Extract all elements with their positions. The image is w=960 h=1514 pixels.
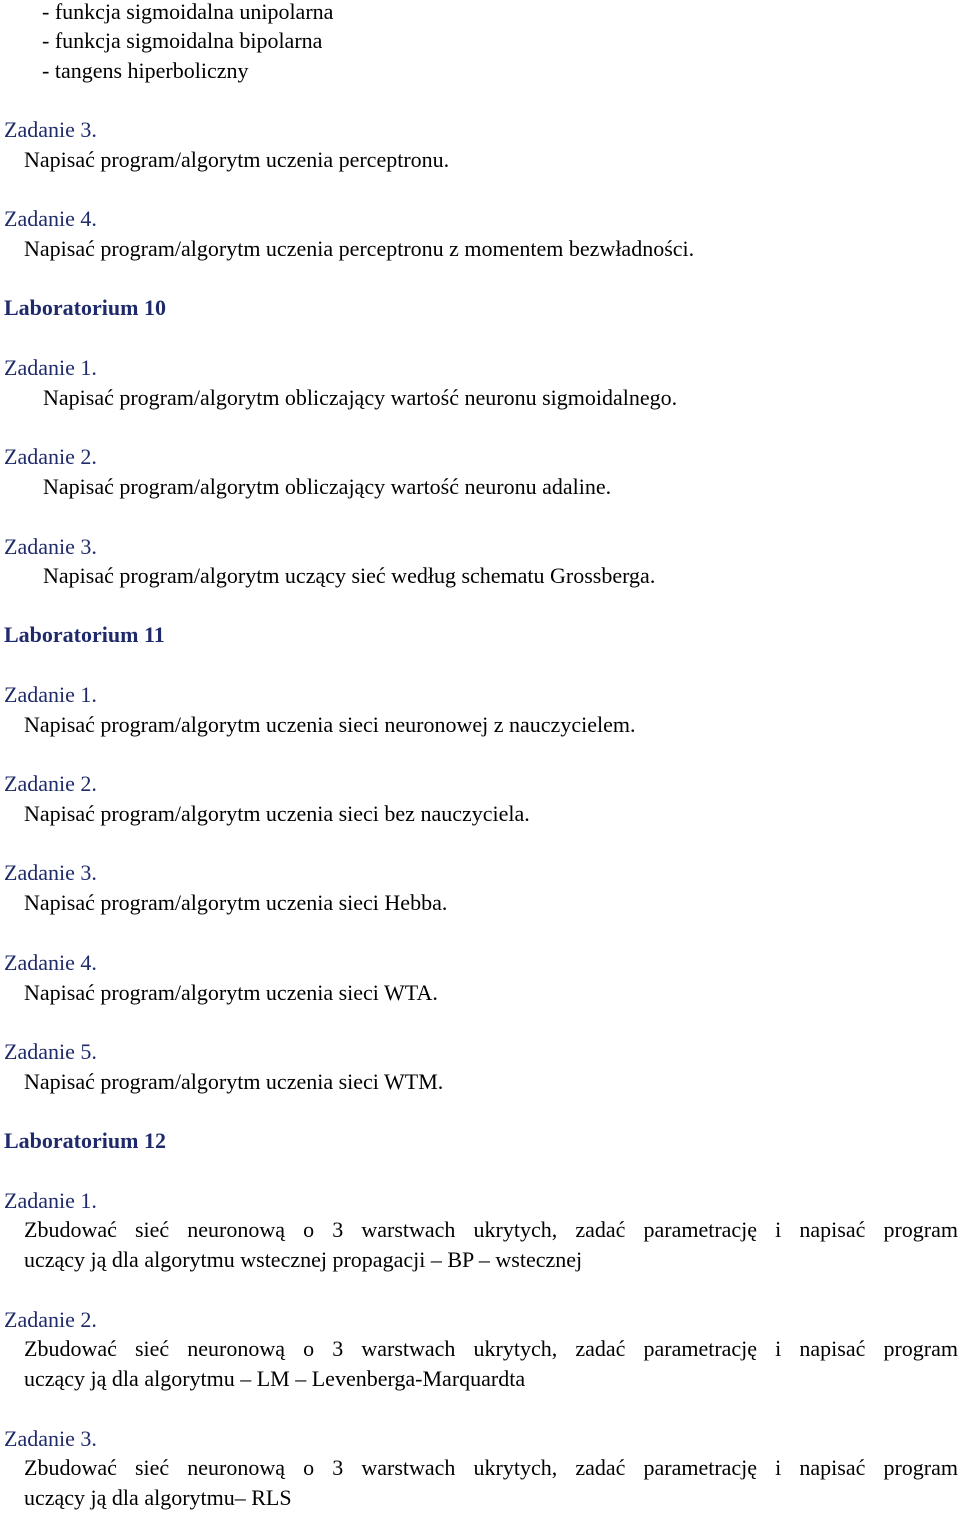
intro-item-bipolar: - funkcja sigmoidalna bipolarna [42, 28, 323, 53]
task-text: Napisać program/algorytm uczenia sieci WTA. [24, 980, 438, 1005]
task-text-line2: uczący ją dla algorytmu wstecznej propagacji – BP – wstecznej [24, 1247, 583, 1272]
task-heading: Zadanie 3. [4, 534, 97, 559]
section-title-lab10: Laboratorium 10 [4, 295, 166, 320]
task-heading: Zadanie 3. [4, 117, 97, 142]
task-heading: Zadanie 2. [4, 1307, 97, 1332]
task-heading: Zadanie 3. [4, 860, 97, 885]
task-text: Napisać program/algorytm uczenia sieci Hebba. [24, 890, 448, 915]
task-text: Napisać program/algorytm obliczający wartość neuronu sigmoidalnego. [43, 385, 678, 410]
task-text: Napisać program/algorytm obliczający wartość neuronu adaline. [43, 474, 612, 499]
task-heading: Zadanie 2. [4, 444, 97, 469]
task-text-line1: Zbudować sieć neuronową o 3 warstwach ukrytych, zadać parametrację i napisać program [24, 1336, 958, 1361]
task-heading: Zadanie 3. [4, 1426, 97, 1451]
task-heading: Zadanie 5. [4, 1039, 97, 1064]
task-heading: Zadanie 4. [4, 950, 97, 975]
task-heading: Zadanie 1. [4, 682, 97, 707]
task-text: Napisać program/algorytm uczenia perceptronu. [24, 147, 450, 172]
task-text-line2: uczący ją dla algorytmu– RLS [24, 1485, 292, 1510]
task-text-line2: uczący ją dla algorytmu – LM – Levenberga-Marquardta [24, 1366, 526, 1391]
task-heading: Zadanie 1. [4, 355, 97, 380]
section-title-lab12: Laboratorium 12 [4, 1128, 166, 1153]
task-heading: Zadanie 4. [4, 206, 97, 231]
task-heading: Zadanie 2. [4, 771, 97, 796]
task-text-line1: Zbudować sieć neuronową o 3 warstwach ukrytych, zadać parametrację i napisać program [24, 1217, 958, 1242]
section-title-lab11: Laboratorium 11 [4, 622, 165, 647]
task-heading: Zadanie 1. [4, 1188, 97, 1213]
task-text: Napisać program/algorytm uczenia sieci neuronowej z nauczycielem. [24, 712, 636, 737]
intro-item-tanh: - tangens hiperboliczny [42, 58, 249, 83]
task-text: Napisać program/algorytm uczenia sieci bez nauczyciela. [24, 801, 530, 826]
task-text-line1: Zbudować sieć neuronową o 3 warstwach ukrytych, zadać parametrację i napisać program [24, 1455, 958, 1480]
task-text: Napisać program/algorytm uczenia perceptronu z momentem bezwładności. [24, 236, 695, 261]
intro-item-unipolar: - funkcja sigmoidalna unipolarna [42, 0, 334, 24]
task-text: Napisać program/algorytm uczący sieć według schematu Grossberga. [43, 563, 656, 588]
task-text: Napisać program/algorytm uczenia sieci WTM. [24, 1069, 444, 1094]
